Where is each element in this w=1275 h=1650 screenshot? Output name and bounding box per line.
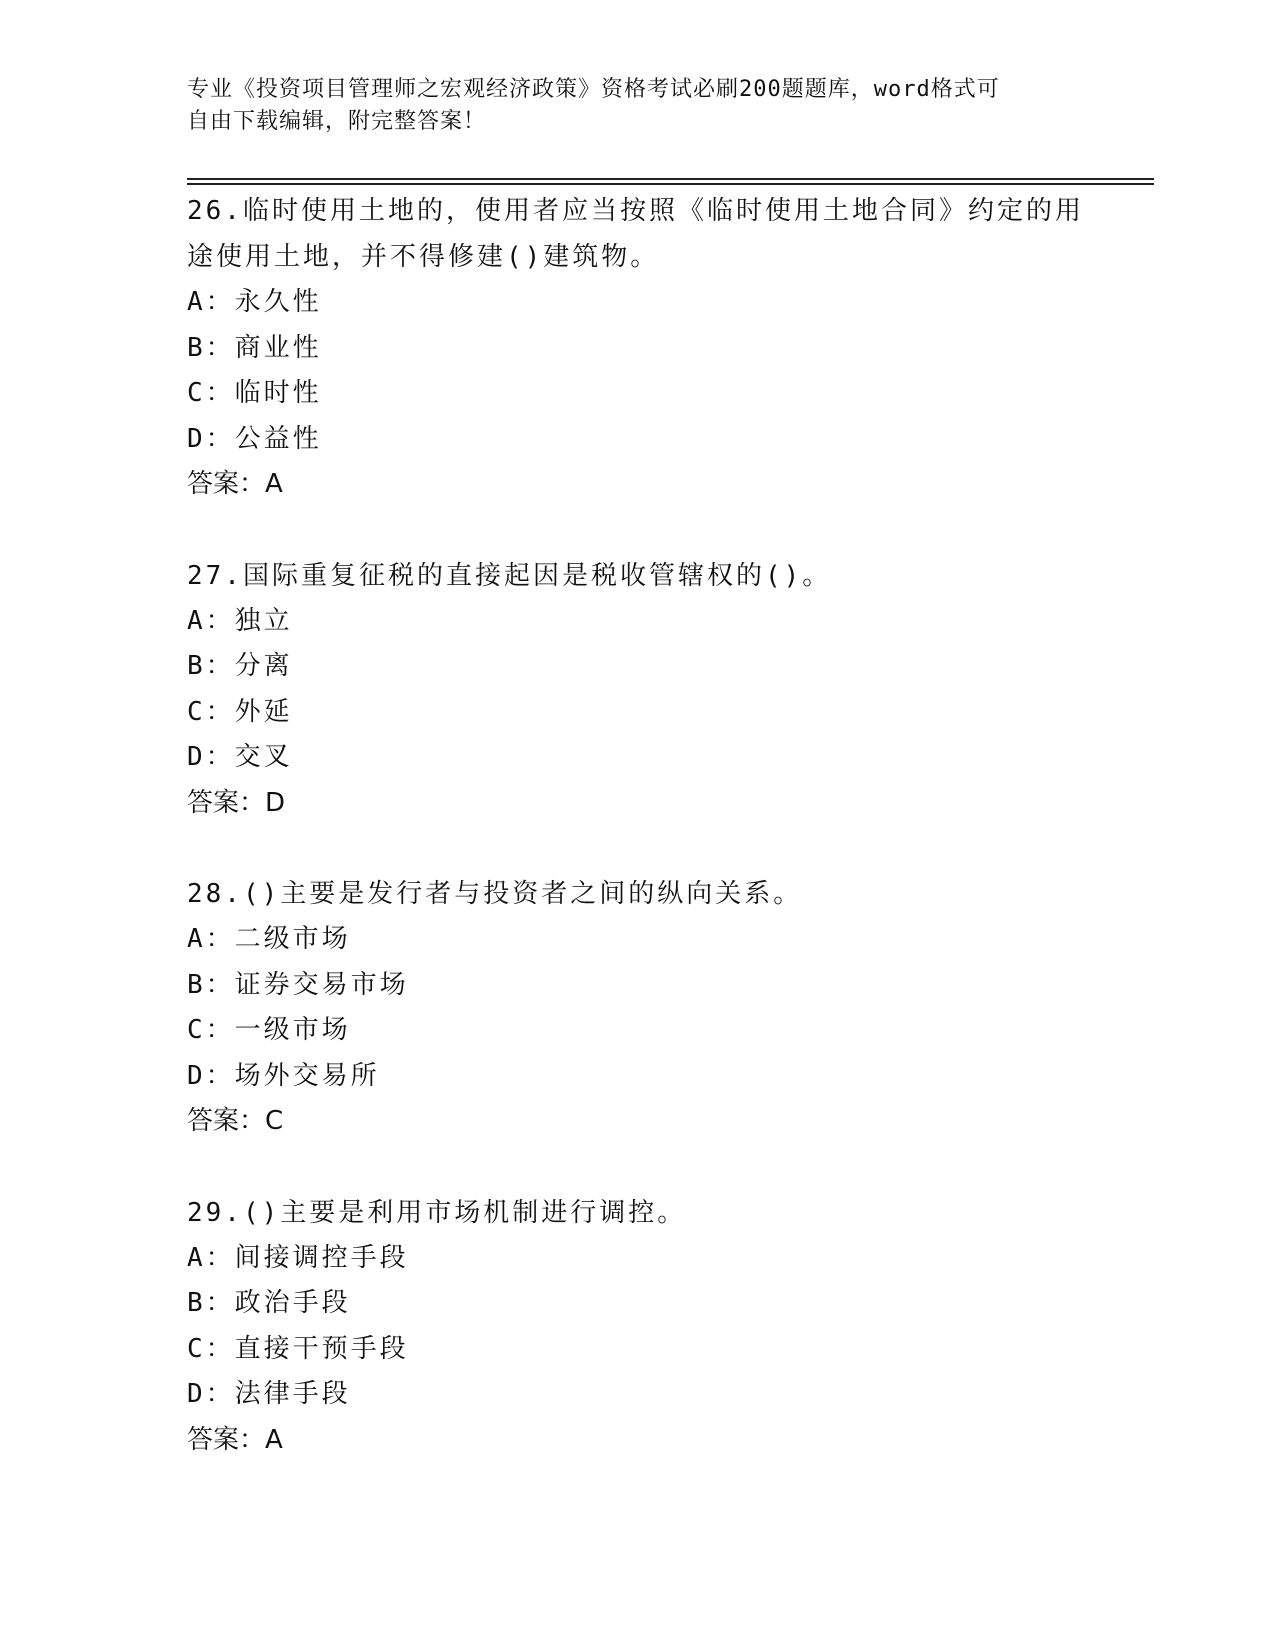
question-stem [187, 1190, 1087, 1236]
question-stem-line-1: 26.临时使用土地的，使用者应当按照《临时使用土地合同》约定的用 [187, 196, 1084, 226]
question-27 [187, 553, 1087, 827]
answer: 答案：A [187, 1424, 283, 1455]
option-b: B：商业性 [187, 332, 322, 363]
question-stem [187, 553, 1087, 599]
question-stem-line-2: 途使用土地，并不得修建()建筑物。 [187, 242, 660, 272]
option-d: D：法律手段 [187, 1379, 351, 1409]
option-c: C：临时性 [187, 378, 322, 408]
question-29 [187, 1190, 1087, 1464]
option-c: C：外延 [187, 696, 293, 727]
header-title-line-1: 专业《投资项目管理师之宏观经济政策》资格考试必刷200题题库，word格式可 [187, 77, 1000, 102]
answer: 答案：A [187, 469, 283, 499]
option-a: A：永久性 [187, 287, 322, 317]
option-d: D：交叉 [187, 742, 293, 772]
question-stem-line-1: 29.()主要是利用市场机制进行调控。 [187, 1197, 687, 1228]
answer: 答案：C [187, 1106, 284, 1136]
option-d: D：场外交易所 [187, 1060, 380, 1091]
option-b: B：政治手段 [187, 1288, 351, 1318]
question-stem [187, 188, 1087, 280]
question-26 [187, 188, 1087, 508]
option-a: A：二级市场 [187, 924, 351, 954]
header-title-line-2: 自由下载编辑，附完整答案！ [187, 109, 487, 134]
option-c: C：直接干预手段 [187, 1333, 409, 1364]
question-stem [187, 871, 1087, 917]
document-header [187, 74, 1067, 138]
header-divider-top [187, 178, 1154, 180]
header-divider-bottom [187, 183, 1154, 185]
question-stem-line-1: 27.国际重复征税的直接起因是税收管辖权的()。 [187, 560, 832, 591]
option-b: B：证券交易市场 [187, 969, 409, 1000]
option-b: B：分离 [187, 651, 293, 681]
question-stem-line-1: 28.()主要是发行者与投资者之间的纵向关系。 [187, 879, 803, 909]
option-c: C：一级市场 [187, 1015, 351, 1045]
answer: 答案：D [187, 787, 286, 818]
question-list [187, 188, 1087, 1508]
option-d: D：公益性 [187, 423, 322, 454]
option-a: A：间接调控手段 [187, 1242, 409, 1273]
question-28 [187, 871, 1087, 1145]
option-a: A：独立 [187, 605, 293, 636]
